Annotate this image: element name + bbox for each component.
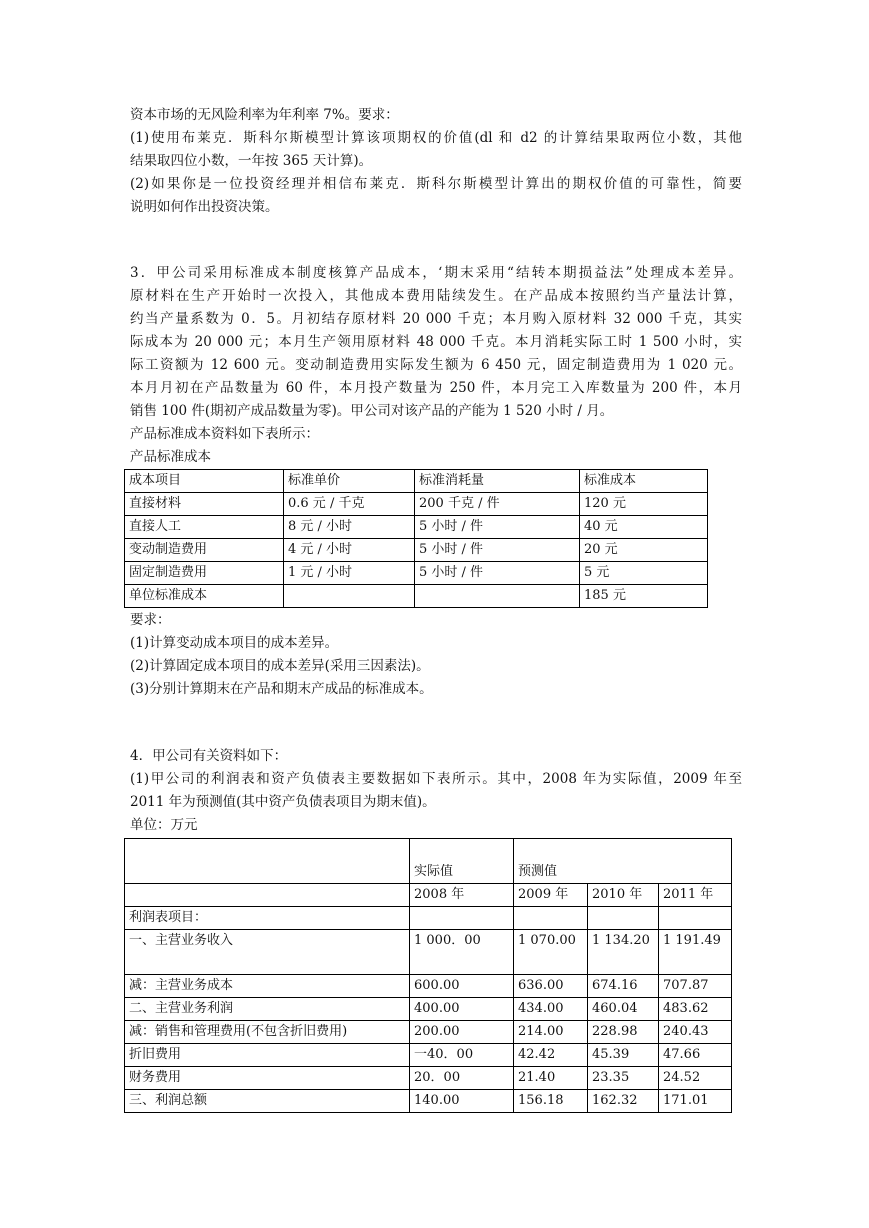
q3-line: 际工资额为 12 600 元。变动制造费用实际发生额为 6 450 元，固定制造费用为 1 020 元。: [130, 357, 742, 373]
table-cell: 707.87: [659, 975, 732, 998]
table-year-row: [125, 884, 732, 907]
table-header-row: [125, 470, 708, 493]
table-row: [125, 585, 708, 608]
year-cell: 2011 年: [659, 884, 732, 907]
table-cell: 8 元 / 小时: [284, 516, 415, 539]
table-cell: 171.01: [659, 1090, 732, 1113]
table-cell: 固定制造费用: [125, 562, 284, 585]
table-row: [125, 975, 732, 998]
q3-req-line: (3)分别计算期末在产品和期末产成品的标准成本。: [130, 681, 433, 697]
q3-req-line: (1)计算变动成本项目的成本差异。: [130, 635, 339, 651]
table-cell: 228.98: [588, 1021, 659, 1044]
table-row: [125, 562, 708, 585]
table-cell: 0.6 元 / 千克: [284, 493, 415, 516]
q3-line: 销售 100 件(期初产成品数量为零)。甲公司对该产品的产能为 1 520 小时 / 月。: [130, 403, 614, 419]
question-3-requirements: [130, 609, 742, 701]
table-cell: 120 元: [580, 493, 708, 516]
table-row: [125, 998, 732, 1021]
table-cell: [284, 585, 415, 608]
section-label: 利润表项目：: [125, 907, 410, 930]
table-row: [125, 1044, 732, 1067]
table-row: [125, 1067, 732, 1090]
table-cell: [415, 585, 580, 608]
row-label: 减：销售和管理费用(不包含折旧费用): [125, 1021, 410, 1044]
table-cell: 460.04: [588, 998, 659, 1021]
intro-line: (1)使用布莱克．斯科尔斯模型计算该项期权的价值(dl 和 d2 的计算结果取两位小数，其他: [130, 130, 742, 146]
q3-line: 3．甲公司采用标准成本制度核算产品成本，‘期末采用“结转本期损益法”处理成本差异。: [130, 265, 742, 281]
standard-cost-table: [124, 469, 708, 608]
table-cell: 20．00: [410, 1067, 514, 1090]
table-row: [125, 539, 708, 562]
year-cell: 2009 年: [514, 884, 588, 907]
table-cell: 40 元: [580, 516, 708, 539]
table-cell: 1 元 / 小时: [284, 562, 415, 585]
q3-line: 际成本为 20 000 元；本月生产领用原材料 48 000 千克。本月消耗实际工时 1 500 小时，实: [130, 334, 742, 350]
intro-line: 说明如何作出投资决策。: [130, 199, 279, 215]
table-cell: 5 小时 / 件: [415, 562, 580, 585]
q3-line: 本月月初在产品数量为 60 件，本月投产数量为 250 件，本月完工入库数量为 200 件，本月: [130, 380, 742, 396]
blank-cell: [125, 884, 410, 907]
table-cell: 20 元: [580, 539, 708, 562]
intro-line: (2)如果你是一位投资经理并相信布莱克．斯科尔斯模型计算出的期权价值的可靠性，简要: [130, 176, 742, 192]
table-cell: 直接人工: [125, 516, 284, 539]
q4-line: (1)甲公司的利润表和资产负债表主要数据如下表所示。其中，2008 年为实际值，2009 年至: [130, 771, 742, 787]
table-cell: 185 元: [580, 585, 708, 608]
table-cell: 1 070.00: [514, 930, 588, 975]
q4-line: 2011 年为预测值(其中资产负债表项目为期末值)。: [130, 794, 436, 810]
year-cell: 2010 年: [588, 884, 659, 907]
table-cell: 600.00: [410, 975, 514, 998]
table-cell: 434.00: [514, 998, 588, 1021]
table-cell: 5 元: [580, 562, 708, 585]
header-cell: 成本项目: [125, 470, 284, 493]
table-row: [125, 493, 708, 516]
table-cell: [514, 907, 588, 930]
blank-cell: [125, 839, 410, 884]
table-cell: 483.62: [659, 998, 732, 1021]
q3-line: 原材料在生产开始时一次投入，其他成本费用陆续发生。在产品成本按照约当产量法计算，: [130, 288, 742, 304]
table-cell: 200 千克 / 件: [415, 493, 580, 516]
question-4-text: [130, 745, 742, 837]
table-cell: 5 小时 / 件: [415, 516, 580, 539]
q3-line: 产品标准成本资料如下表所示：: [130, 426, 319, 442]
q3-req-line: 要求：: [130, 612, 171, 628]
row-label: 三、利润总额: [125, 1090, 410, 1113]
table-cell: [588, 907, 659, 930]
table-row: [125, 1021, 732, 1044]
table-row: [125, 930, 732, 975]
table-cell: 42.42: [514, 1044, 588, 1067]
unit-label: 单位：万元: [130, 817, 198, 833]
table-row: [125, 516, 708, 539]
income-statement-table: [124, 838, 732, 1113]
table-cell: 240.43: [659, 1021, 732, 1044]
header-cell: 标准成本: [580, 470, 708, 493]
table-cell: 140.00: [410, 1090, 514, 1113]
header-cell: 标准消耗量: [415, 470, 580, 493]
year-cell: 2008 年: [410, 884, 514, 907]
table-cell: 变动制造费用: [125, 539, 284, 562]
row-label: 财务费用: [125, 1067, 410, 1090]
table-cell: 214.00: [514, 1021, 588, 1044]
table-cell: 400.00: [410, 998, 514, 1021]
row-label: 减：主营业务成本: [125, 975, 410, 998]
table-cell: 162.32: [588, 1090, 659, 1113]
question-3-text: [130, 262, 742, 469]
table-cell: 23.35: [588, 1067, 659, 1090]
row-label: 一、主营业务收入: [125, 930, 410, 975]
row-label: 二、主营业务利润: [125, 998, 410, 1021]
table-cell: [410, 907, 514, 930]
table-row: [125, 1090, 732, 1113]
table-cell: 45.39: [588, 1044, 659, 1067]
table-cell: [659, 907, 732, 930]
q3-req-line: (2)计算固定成本项目的成本差异(采用三因素法)。: [130, 658, 430, 674]
table-header-row: [125, 839, 732, 884]
intro-line: 结果取四位小数，一年按 365 天计算)。: [130, 153, 373, 169]
table-cell: 200.00: [410, 1021, 514, 1044]
table-cell: 单位标准成本: [125, 585, 284, 608]
table-cell: 47.66: [659, 1044, 732, 1067]
table-caption: 产品标准成本: [130, 449, 211, 465]
row-label: 折旧费用: [125, 1044, 410, 1067]
table-cell: 21.40: [514, 1067, 588, 1090]
table-cell: 一40．00: [410, 1044, 514, 1067]
header-forecast: 预测值: [514, 839, 732, 884]
header-cell: 标准单价: [284, 470, 415, 493]
table-cell: 1 000．00: [410, 930, 514, 975]
table-cell: 5 小时 / 件: [415, 539, 580, 562]
table-row: [125, 907, 732, 930]
q4-line: 4．甲公司有关资料如下：: [130, 748, 288, 764]
table-cell: 4 元 / 小时: [284, 539, 415, 562]
q3-line: 约当产量系数为 0．5。月初结存原材料 20 000 千克；本月购入原材料 32 000 千克，其实: [130, 311, 742, 327]
table-cell: 直接材料: [125, 493, 284, 516]
table-cell: 1 134.20: [588, 930, 659, 975]
table-cell: 1 191.49: [659, 930, 732, 975]
table-cell: 636.00: [514, 975, 588, 998]
table-cell: 24.52: [659, 1067, 732, 1090]
table-cell: 156.18: [514, 1090, 588, 1113]
table-cell: 674.16: [588, 975, 659, 998]
header-actual: 实际值: [410, 839, 514, 884]
intro-line: 资本市场的无风险利率为年利率 7%。要求：: [130, 107, 399, 123]
intro-section: [130, 104, 742, 219]
